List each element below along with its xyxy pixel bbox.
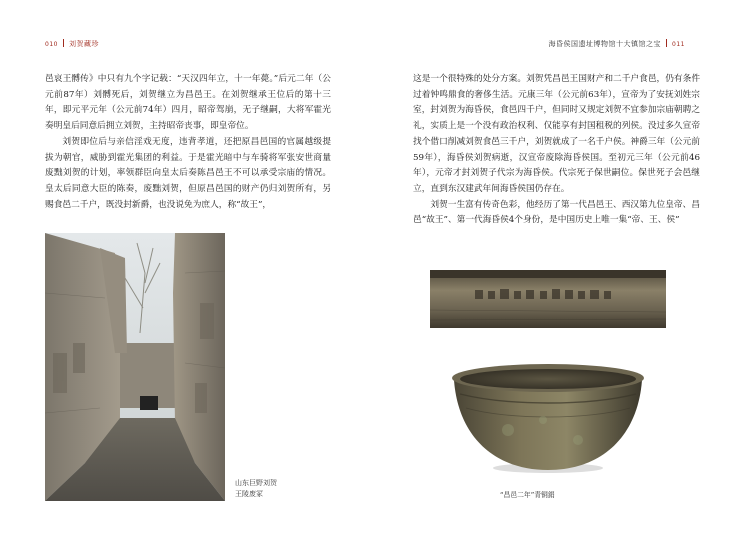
paragraph: 刘贺即位后与亲信淫戏无度，违背孝道，还把原昌邑国的官属越级提拔为朝官，威胁到霍光集团的利益。于是霍光暗中与车骑将军张安世商量废黜刘贺的计划，率领群臣向皇太后奏陈昌邑王不可以承受宗庙的情况。皇太后同意大臣的陈奏，废黜刘贺，但原昌邑国的财产仍归刘贺所有，另赐食邑二千户，既没封新爵，也没说免为庶人，称“故王”， <box>45 136 331 210</box>
right-body-text <box>413 72 700 229</box>
paragraph: 刘贺一生富有传奇色彩，他经历了第一代昌邑王、西汉第九位皇帝、昌邑“故王”、第一代海昏侯4个身份，是中国历史上唯一集“帝、王、侯” <box>413 199 700 226</box>
object-caption: “昌邑二年”青铜鋗 <box>500 491 555 499</box>
book-title: 海昏侯国遗址博物馆十大镇馆之宝 <box>548 40 662 48</box>
header-divider <box>63 39 64 47</box>
caption-line: 山东巨野刘贺 <box>235 479 277 487</box>
right-running-header <box>549 39 685 49</box>
left-body-text <box>45 72 331 213</box>
tomb-corridor-photo <box>45 233 225 501</box>
photo-caption <box>235 478 277 500</box>
caption-line: 王陵废冢 <box>235 490 263 498</box>
paragraph: 这是一个很特殊的处分方案。刘贺凭昌邑王国财产和二千户食邑，仍有条件过着钟鸣鼎食的奢侈生活。元康三年（公元前63年），宣帝为了安抚刘姓宗室，封刘贺为海昏侯，食邑四千户，但同时又规定刘贺不宜参加宗庙朝聘之礼，实质上是一个没有政治权利、仅能享有封国租税的列侯。没过多久宣帝找个借口削减刘贺食邑三千户，刘贺就成了一名千户侯。神爵三年（公元前59年），海昏侯刘贺病逝，汉宣帝废除海昏侯国。至初元三年（公元前46年），元帝才封刘贺子代宗为海昏侯。代宗死子保世嗣位。保世死子会邑继立，直到东汉建武年间海昏侯国仍存在。 <box>413 74 700 194</box>
right-page-number: 011 <box>672 41 685 48</box>
header-divider <box>666 39 667 47</box>
paragraph: 邑哀王髆传》中只有九个字记载：“天汉四年立，十一年薨。”后元二年（公元前87年）刘髆死后，刘贺继立为昌邑王。在刘贺继承王位后的第十三年，即元平元年（公元前74年）四月，昭帝驾崩，无子继嗣，大将军霍光奏明皇后同意后拥立刘贺，主持昭帝丧事，即皇帝位。 <box>45 74 331 132</box>
section-title: 刘贺藏珍 <box>68 40 99 48</box>
left-running-header <box>45 39 99 49</box>
bronze-basin-photo <box>448 360 648 475</box>
inscription-photo <box>430 270 666 328</box>
left-page-number: 010 <box>45 41 58 48</box>
